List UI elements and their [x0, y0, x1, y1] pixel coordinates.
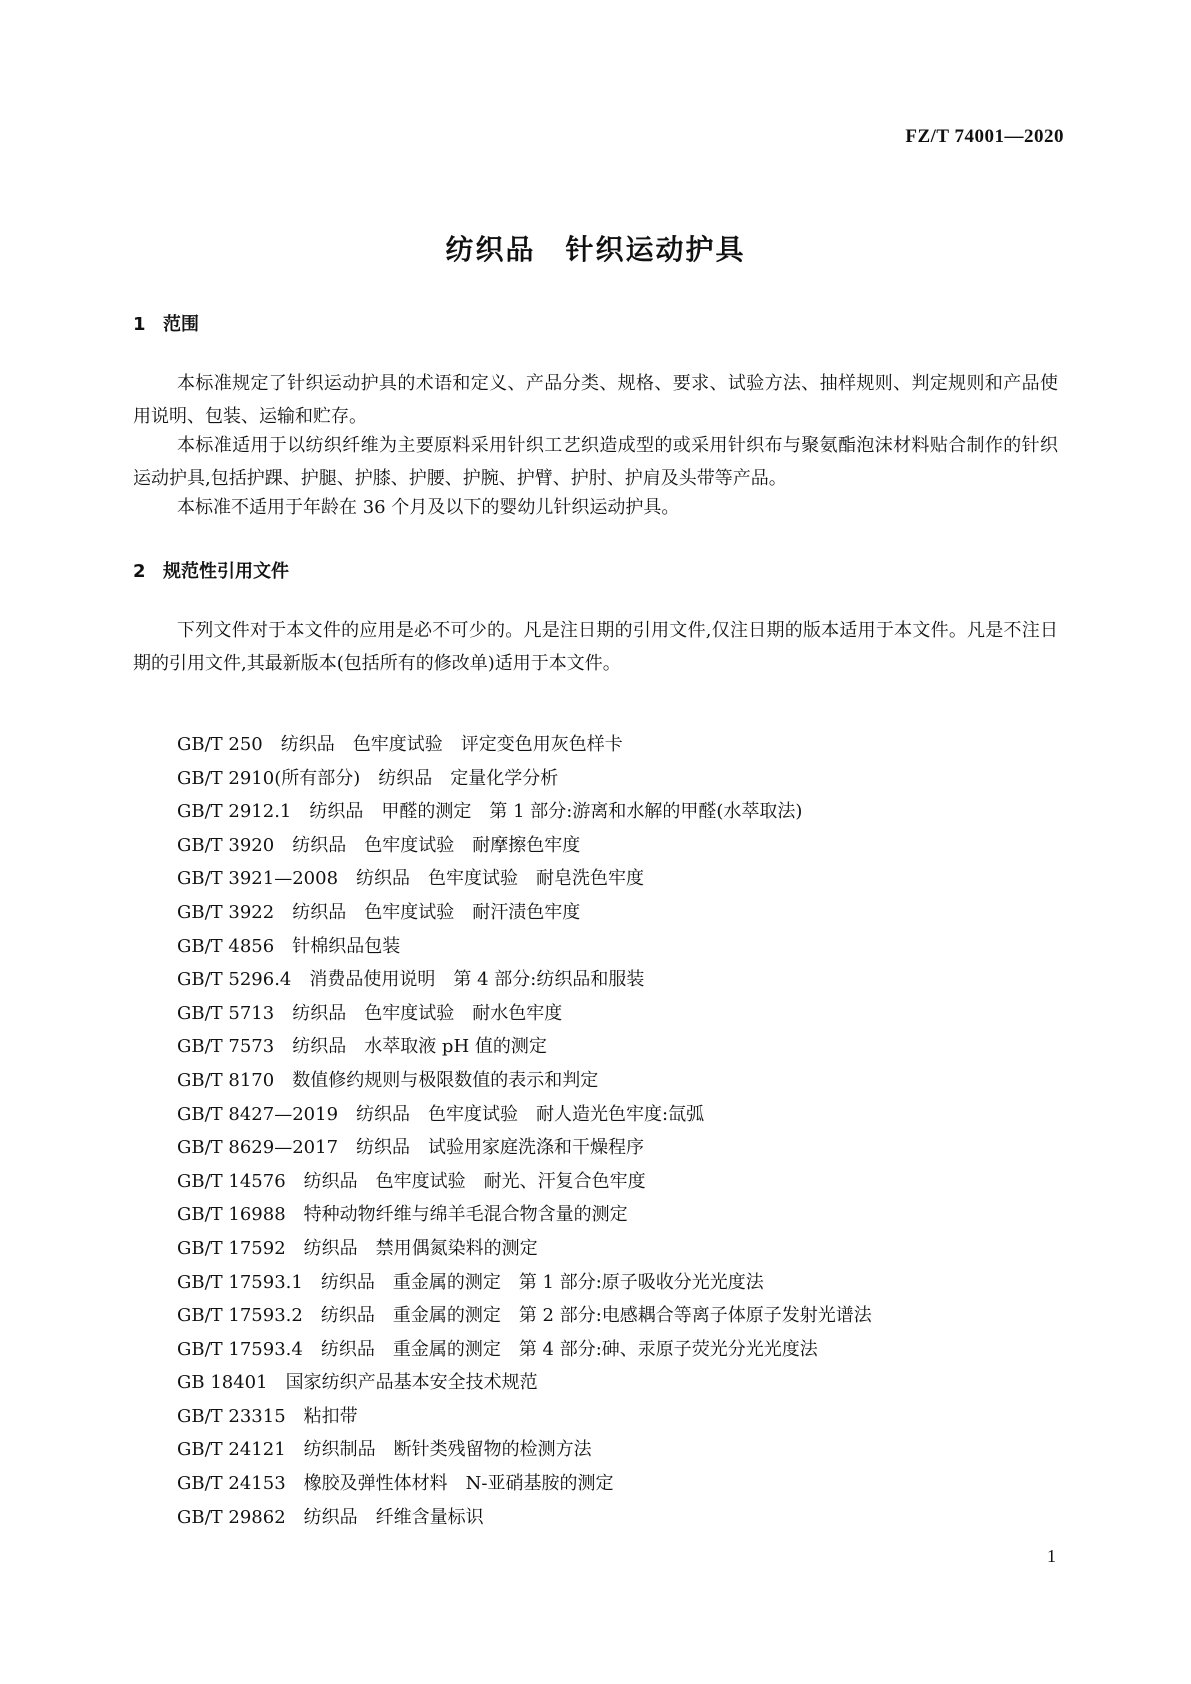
- references-intro: 下列文件对于本文件的应用是必不可少的。凡是注日期的引用文件,仅注日期的版本适用于本文件。凡是不注日期的引用文件,其最新版本(包括所有的修改单)适用于本文件。: [133, 620, 1058, 674]
- reference-item: GB/T 5296.4 消费品使用说明 第 4 部分:纺织品和服装: [177, 969, 645, 991]
- document-title: 纺织品 针织运动护具: [445, 233, 746, 266]
- section-title: 范围: [163, 314, 199, 335]
- page-number: 1: [1047, 1546, 1056, 1566]
- reference-item: GB/T 7573 纺织品 水萃取液 pH 值的测定: [177, 1036, 547, 1058]
- section-heading-scope: [133, 310, 199, 336]
- reference-item: GB/T 4856 针棉织品包装: [177, 935, 401, 957]
- reference-item: GB/T 5713 纺织品 色牢度试验 耐水色牢度: [177, 1002, 563, 1024]
- reference-item: GB/T 29862 纺织品 纤维含量标识: [177, 1506, 484, 1528]
- reference-item: GB/T 3921—2008 纺织品 色牢度试验 耐皂洗色牢度: [177, 868, 645, 890]
- reference-item: GB/T 8427—2019 纺织品 色牢度试验 耐人造光色牢度:氙弧: [177, 1103, 705, 1125]
- reference-item: GB/T 24121 纺织制品 断针类残留物的检测方法: [177, 1439, 592, 1461]
- reference-item: GB/T 23315 粘扣带: [177, 1405, 358, 1427]
- scope-paragraph-3: 本标准不适用于年龄在 36 个月及以下的婴幼儿针织运动护具。: [177, 497, 680, 518]
- reference-item: GB/T 2910(所有部分) 纺织品 定量化学分析: [177, 767, 559, 789]
- section-title: 规范性引用文件: [163, 561, 289, 582]
- reference-item: GB/T 17593.4 纺织品 重金属的测定 第 4 部分:砷、汞原子荧光分光光度法: [177, 1338, 818, 1360]
- reference-item: GB/T 16988 特种动物纤维与绵羊毛混合物含量的测定: [177, 1204, 628, 1226]
- reference-list: [177, 728, 872, 1534]
- reference-item: GB/T 8170 数值修约规则与极限数值的表示和判定: [177, 1069, 599, 1091]
- reference-item: GB/T 14576 纺织品 色牢度试验 耐光、汗复合色牢度: [177, 1170, 646, 1192]
- scope-paragraph-2: 本标准适用于以纺织纤维为主要原料采用针织工艺织造成型的或采用针织布与聚氨酯泡沫材料贴合制作的针织运动护具,包括护踝、护腿、护膝、护腰、护腕、护臂、护肘、护肩及头带等产品。: [133, 435, 1058, 489]
- reference-item: GB/T 24153 橡胶及弹性体材料 N-亚硝基胺的测定: [177, 1473, 614, 1495]
- section-number: 1: [133, 314, 146, 335]
- reference-item: GB/T 17593.2 纺织品 重金属的测定 第 2 部分:电感耦合等离子体原子发射光谱法: [177, 1305, 872, 1327]
- section-heading-references: [133, 557, 289, 583]
- reference-item: GB/T 17592 纺织品 禁用偶氮染料的测定: [177, 1237, 538, 1259]
- scope-paragraph-1: 本标准规定了针织运动护具的术语和定义、产品分类、规格、要求、试验方法、抽样规则、判定规则和产品使用说明、包装、运输和贮存。: [133, 373, 1058, 427]
- reference-item: GB 18401 国家纺织产品基本安全技术规范: [177, 1372, 538, 1394]
- reference-item: GB/T 17593.1 纺织品 重金属的测定 第 1 部分:原子吸收分光光度法: [177, 1271, 764, 1293]
- reference-item: GB/T 3922 纺织品 色牢度试验 耐汗渍色牢度: [177, 901, 581, 923]
- reference-item: GB/T 250 纺织品 色牢度试验 评定变色用灰色样卡: [177, 734, 623, 755]
- section-number: 2: [133, 561, 146, 582]
- reference-item: GB/T 8629—2017 纺织品 试验用家庭洗涤和干燥程序: [177, 1137, 645, 1159]
- standard-code: FZ/T 74001—2020: [905, 126, 1064, 147]
- reference-item: GB/T 2912.1 纺织品 甲醛的测定 第 1 部分:游离和水解的甲醛(水萃取法): [177, 801, 803, 823]
- reference-item: GB/T 3920 纺织品 色牢度试验 耐摩擦色牢度: [177, 834, 581, 856]
